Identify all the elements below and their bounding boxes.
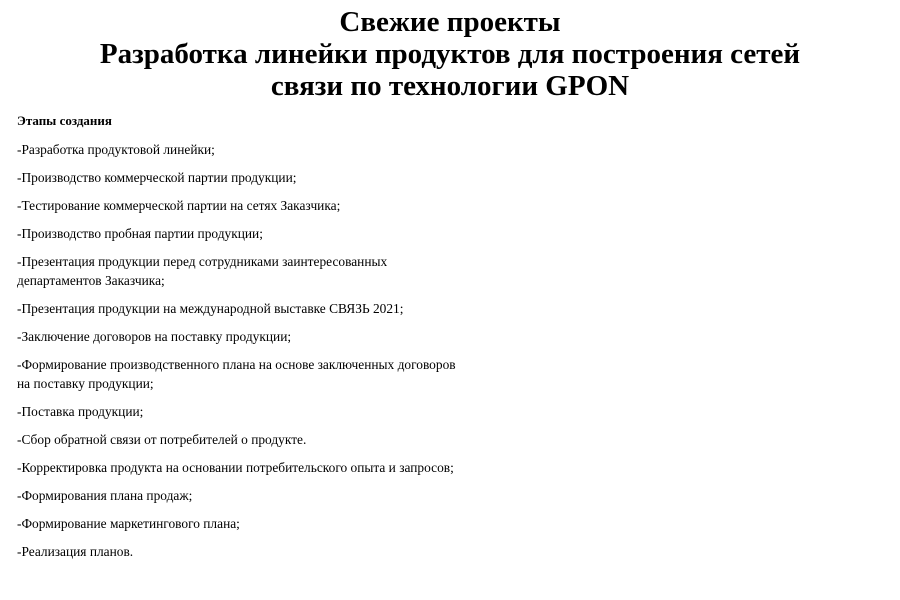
- stage-item: -Сбор обратной связи от потребителей о продукте.: [17, 432, 307, 447]
- stage-item: -Формирование маркетингового плана;: [17, 516, 240, 531]
- stage-item: -Разработка продуктовой линейки;: [17, 142, 215, 157]
- stage-item: -Формирования плана продаж;: [17, 488, 193, 503]
- stage-item: -Поставка продукции;: [17, 404, 144, 419]
- stage-item: -Производство пробная партии продукции;: [17, 226, 263, 241]
- stage-item: -Тестирование коммерческой партии на сетях Заказчика;: [17, 198, 341, 213]
- title-line-3: связи по технологии GPON: [270, 70, 630, 102]
- stage-item: -Презентация продукции перед сотрудниками заинтересованных департаментов Заказчика;: [17, 254, 388, 288]
- title-line-1: Свежие проекты: [339, 6, 561, 38]
- stage-item: -Заключение договоров на поставку продукции;: [17, 329, 292, 344]
- stage-item: -Презентация продукции на международной выставке СВЯЗЬ 2021;: [17, 301, 404, 316]
- stage-item: -Производство коммерческой партии продукции;: [17, 170, 297, 185]
- stage-item: -Формирование производственного плана на основе заключенных договоров на поставку продукции;: [17, 357, 456, 391]
- stage-item: -Корректировка продукта на основании потребительского опыта и запросов;: [17, 460, 454, 475]
- stages-list: [17, 140, 577, 570]
- stage-item: -Реализация планов.: [17, 544, 134, 559]
- stages-heading: Этапы создания: [17, 113, 112, 128]
- slide-title: [40, 6, 860, 102]
- title-line-2: Разработка линейки продуктов для построения сетей: [99, 38, 801, 70]
